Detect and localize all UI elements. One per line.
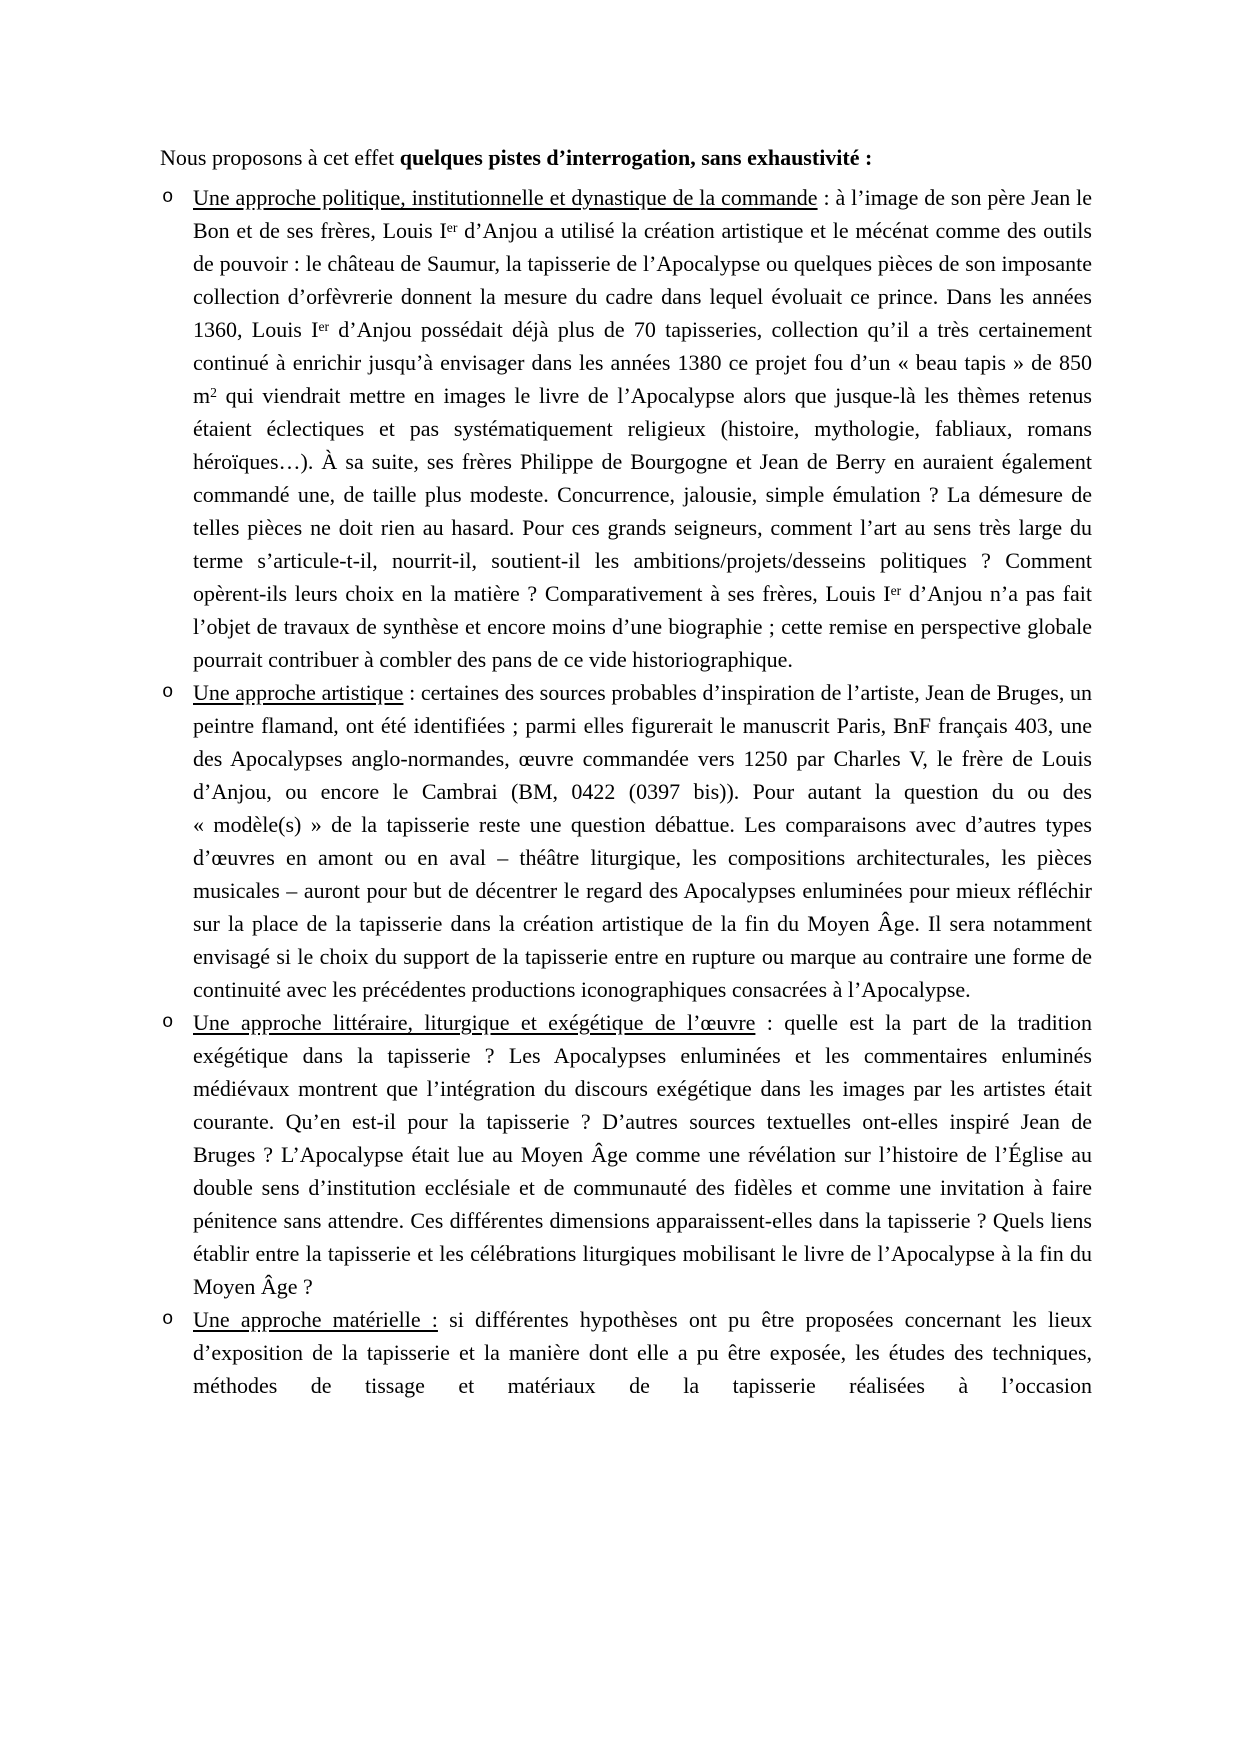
bullet-marker: o	[162, 186, 174, 208]
bullet-item-approche-materielle	[160, 1303, 1092, 1402]
bullet-heading: Une approche politique, institutionnelle et dynastique de la commande	[193, 185, 818, 210]
bullet-heading: Une approche littéraire, liturgique et exégétique de l’œuvre	[193, 1010, 756, 1035]
bullet-item-approche-litteraire	[160, 1006, 1092, 1303]
superscript-exponent: 2	[210, 384, 217, 400]
bullet-text-segment: : certaines des sources probables d’inspiration de l’artiste, Jean de Bruges, un peintre flamand, ont été identifiées ; parmi elles figurerait le manuscrit Paris, BnF français 403, une des Apocalypses anglo-normandes, œuvre commandée vers 1250 par Charles V, le frère de Louis d’Anjou, ou encore le Cambrai (BM, 0422 (0397 bis)). Pour autant la question du ou des « modèle(s) » de la tapisserie reste une question débattue. Les comparaisons avec d’autres types d’œuvres en amont ou en aval – théâtre liturgique, les compositions architecturales, les pièces musicales – auront pour but de décentrer le regard des Apocalypses enluminées pour mieux réfléchir sur la place de la tapisserie dans la création artistique de la fin du Moyen Âge. Il sera notamment envisagé si le choix du support de la tapisserie entre en rupture ou marque au contraire une forme de continuité avec les précédentes productions iconographiques consacrées à l’Apocalypse.	[193, 680, 1092, 1002]
bullet-marker: o	[162, 681, 174, 703]
bullet-list	[160, 181, 1092, 1402]
bullet-item-approche-politique	[160, 181, 1092, 676]
bullet-text-segment: : à l’image de son père Jean le Bon et de ses frères, Louis I	[193, 185, 1093, 243]
bullet-text-segment: si différentes hypothèses ont pu être proposées concernant les lieux d’exposition de la tapisserie et la manière dont elle a pu être exposée, les études des techniques, méthodes de tissage et matériaux de la tapisserie réalisées à l’occasion	[193, 1307, 1092, 1398]
superscript-ordinal: er	[890, 582, 902, 598]
bullet-text-segment: d’Anjou possédait déjà plus de 70 tapisseries, collection qu’il a très certainement continué à enrichir jusqu’à envisager dans les années 1380 ce projet fou d’un « beau tapis » de 850 m	[193, 317, 1092, 408]
intro-paragraph	[160, 141, 1092, 174]
bullet-marker: o	[162, 1011, 174, 1033]
bullet-marker: o	[162, 1308, 174, 1330]
superscript-ordinal: er	[446, 219, 458, 235]
bullet-heading: Une approche matérielle :	[193, 1307, 438, 1332]
bullet-item-approche-artistique	[160, 676, 1092, 1006]
intro-lead-text: Nous proposons à cet effet	[160, 145, 400, 170]
bullet-heading: Une approche artistique	[193, 680, 404, 705]
bullet-text-segment: qui viendrait mettre en images le livre de l’Apocalypse alors que jusque-là les thèmes retenus étaient éclectiques et pas systématiquement religieux (histoire, mythologie, fabliaux, romans héroïques…). À sa suite, ses frères Philippe de Bourgogne et Jean de Berry en auraient également commandé une, de taille plus modeste. Concurrence, jalousie, simple émulation ? La démesure de telles pièces ne doit rien au hasard. Pour ces grands seigneurs, comment l’art au sens très large du terme s’articule-t-il, nourrit-il, soutient-il les ambitions/projets/desseins politiques ? Comment opèrent-ils leurs choix en la matière ? Comparativement à ses frères, Louis I	[193, 383, 1092, 606]
bullet-content	[193, 1307, 1092, 1398]
bullet-content	[193, 680, 1092, 1002]
bullet-text-segment: : quelle est la part de la tradition exégétique dans la tapisserie ? Les Apocalypses enluminées et les commentaires enluminés médiévaux montrent que l’intégration du discours exégétique dans les images par les artistes était courante. Qu’en est-il pour la tapisserie ? D’autres sources textuelles ont-elles inspiré Jean de Bruges ? L’Apocalypse était lue au Moyen Âge comme une révélation sur l’histoire de l’Église au double sens d’institution ecclésiale et de communauté des fidèles et comme une invitation à faire pénitence sans attendre. Ces différentes dimensions apparaissent-elles dans la tapisserie ? Quels liens établir entre la tapisserie et les célébrations liturgiques mobilisant le livre de l’Apocalypse à la fin du Moyen Âge ?	[193, 1010, 1092, 1299]
intro-emphasis-text: quelques pistes d’interrogation, sans exhaustivité :	[399, 145, 873, 170]
bullet-content	[193, 1010, 1092, 1299]
bullet-content	[193, 185, 1092, 672]
superscript-ordinal: er	[318, 318, 330, 334]
bullet-text-segment: d’Anjou n’a pas fait l’objet de travaux de synthèse et encore moins d’une biographie ; cette remise en perspective globale pourrait contribuer à combler des pans de ce vide historiographique.	[193, 581, 1092, 672]
bullet-text-segment: d’Anjou a utilisé la création artistique et le mécénat comme des outils de pouvoir : le château de Saumur, la tapisserie de l’Apocalypse ou quelques pièces de son imposante collection d’orfèvrerie donnent la mesure du cadre dans lequel évoluait ce prince. Dans les années 1360, Louis I	[193, 218, 1092, 342]
